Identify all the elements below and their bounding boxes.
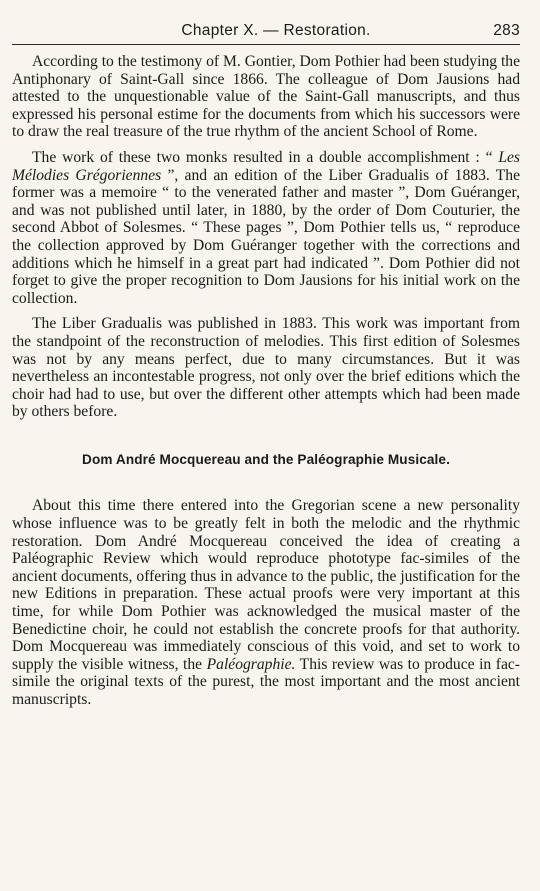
paragraph-4-text-end: This review was to produce in fac-simile the original texts of the purest, the most important and the most ancient manuscripts. [12, 655, 520, 708]
paragraph-3: The Liber Gradualis was published in 1883. This work was important from the standpoint of the reconstruction of melodies. This first edition of Solesmes was not by any means perfect, due to many circumstances. But it was nevertheless an incontestable progress, not only over the brief editions which the choir had had to use, but over the different other attempts which had been made by others before. [12, 315, 520, 421]
section-heading: Dom André Mocquereau and the Paléographie Musicale. [82, 451, 450, 467]
book-title-italic: Les Mélodies Grégoriennes [12, 148, 520, 184]
paragraph-4-text-start: About this time there entered into the Gregorian scene a new personality whose influence was to be greatly felt in both the melodic and the rhythmic restoration. Dom André Mocquereau conceived the idea of creating a Paléographic Review which would reproduce phototype fac-similes of the ancient documents, offering thus in advance to the public, the justification for the new Editions in preparation. These actual proofs were very important at this time, for while Dom Pothier was acknowledged the musical master of the Benedictine choir, he could not establish the concrete proofs for that authority. Dom Mocquereau was immediately conscious of this void, and set to work to supply the visible witness, the [12, 497, 520, 673]
paragraph-4 [12, 497, 520, 708]
paragraph-2-text-end: ”, and an edition of the Liber Gradualis of 1883. The former was a memoire “ to the venerated father and master ”, Dom Guéranger, and was not published until later, in 1880, by the order of Dom Couturier, the second Abbot of Solesmes. “ These pages ”, Dom Pothier tells us, “ reproduce the collection approved by Dom Guéranger together with the corrections and additions which he himself in a great part had indicated ”. Dom Pothier did not forget to give the proper recognition to Dom Jausions for his initial work on the collection. [12, 166, 520, 307]
review-title-italic: Paléographie. [206, 655, 296, 673]
paragraph-1: According to the testimony of M. Gontier, Dom Pothier had been studying the Antiphonary of Saint-Gall since 1866. The colleague of Dom Jausions had attested to the unquestionable value of the Saint-Gall manuscripts, and thus expressed his personal estime for the documents from which his successors were to draw the real treasure of the true rhythm of the ancient School of Rome. [12, 53, 520, 141]
chapter-title: Chapter X. — Restoration. [181, 22, 371, 39]
running-head [12, 0, 520, 45]
body-text [12, 53, 520, 709]
page-number: 283 [493, 22, 520, 39]
paragraph-2-text-start: The work of these two monks resulted in a double accomplishment : “ [32, 148, 499, 166]
paragraph-2 [12, 149, 520, 307]
